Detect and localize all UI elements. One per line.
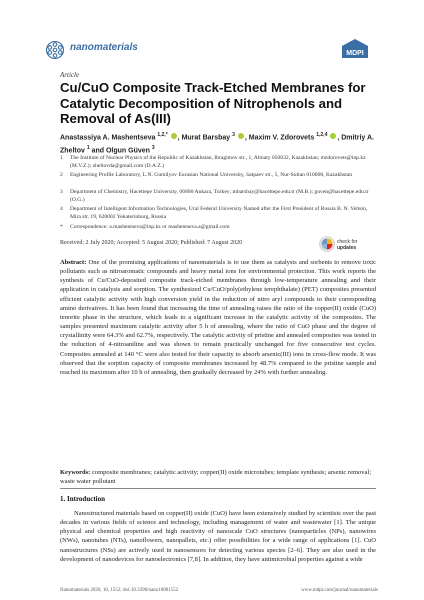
author-affiliation-marker: 1 [86,145,90,152]
section-divider [60,488,376,489]
author-list: Anastassiya A. Mashentseva $^{1,2,*}$ , Murat Barsbay $^3$ , Maxim V. Zdorovets $^{1,2,4}$ , Dmitriy A. Zheltov $^1$ and Olgun Güven $^3$ [60,132,375,155]
keywords [60,468,376,486]
mdpi-logo [340,38,370,60]
author-affiliation-marker: 3 [151,145,155,152]
footer-url[interactable]: www.mdpi.com/journal/nanomaterials [301,588,378,593]
author-name: Olgun Güven [105,147,150,155]
abstract-text: One of the promising applications of nanomaterials is to use them as catalysts and sorbents to remove toxic pollutants such as nitroaromatic compounds and heavy metal ions for environmental protection. This work reports the synthesis of Cu/CuO-deposited composite track-etched membranes through low-temperature annealing and their application in catalysis and sorption. The synthesized Cu/CuO/poly(ethylene terephthalate) (PET) composites presented efficient catalytic activity with high conversion yield in the reduction of nitro aryl compounds to their corresponding amino derivatives. It has been found that increasing the time of annealing raises the ratio of the copper(II) oxide (CuO) tenorite phase in the structure, which leads to a significant increase in the catalytic activity of the composites. The samples presented maximum catalytic activity after 5 h of annealing, where the ratio of CuO phase and the degree of crystallinity were 64.3% and 62.7%, respectively. The catalytic activity of pristine and annealed composites was tested in the reduction of 4-nitroaniline and was shown to remain practically unchanged for five consecutive test cycles. Composites annealed at 140 °C were also tested for their capacity to absorb arsenic(III) ions in cross-flow mode. It was observed that the sorption capacity of composite membranes increased by 48.7% compared to the pristine sample and reached its maximum after 10 h of annealing, then gradually decreased by 24% with further annealing. [60,259,376,376]
section-heading: 1. Introduction [60,495,105,503]
article-type-label: Article [60,71,80,79]
journal-name: nanomaterials [70,42,138,53]
footer-citation: Nanomaterials 2020, 10, 1552; doi:10.3390/nano10081552 [60,588,179,593]
keywords-text: composite membranes; catalytic activity; copper(II) oxide microtubes; template synthesis; arsenic removal; waste water pollutant [60,469,372,486]
author-name: Dmitriy A. Zheltov [60,134,375,155]
author-name: Anastassiya A. Mashentseva [60,134,156,142]
article-title: Cu/CuO Composite Track-Etched Membranes for Catalytic Decomposition of Nitrophenols and Removal of As(III) [60,80,366,126]
publication-dates: Received: 2 July 2020; Accepted: 5 August 2020; Published: 7 August 2020 [60,240,243,246]
abstract [60,258,376,377]
author-affiliation-marker: 1,2,4 [316,132,328,138]
svg-text:check for: check for [337,239,358,245]
nanomaterials-logo-icon [45,40,65,60]
svg-text:updates: updates [337,245,357,251]
orcid-icon[interactable] [171,133,177,139]
svg-text:MDPI: MDPI [346,50,364,57]
author-affiliation-marker: 1,2,* [157,132,168,138]
orcid-icon[interactable] [330,133,336,139]
abstract-label: Abstract: [60,259,87,266]
introduction-paragraph: Nanostructured materials based on copper(II) oxide (CuO) have been extensively studied by scientists over the past decades in various fields of science and technology, including management of water and wastewater [1]. The unique physical and chemical properties and high reactivity of nanoscale CuO structures (nanoparticles (NPs), nanowires (NWs), nanotubes (NTs), nanoflowers, nanopallets, etc.) offer possibilities for a wide range of applications [1]. CuO nanostructures (NSs) are actively used in nanosensors for detecting various species [2–6]. They are also used in the development of nanodevices for nanoelectronics [7,8]. In addition, they have antimicrobial properties against a wide [60,510,376,563]
check-for-updates-badge[interactable] [318,235,378,253]
orcid-icon[interactable] [238,133,244,139]
keywords-label: Keywords: [60,469,91,476]
author-affiliation-marker: 3 [232,132,235,138]
author-name: Maxim V. Zdorovets [248,134,315,142]
author-name: Murat Barsbay [181,134,231,142]
